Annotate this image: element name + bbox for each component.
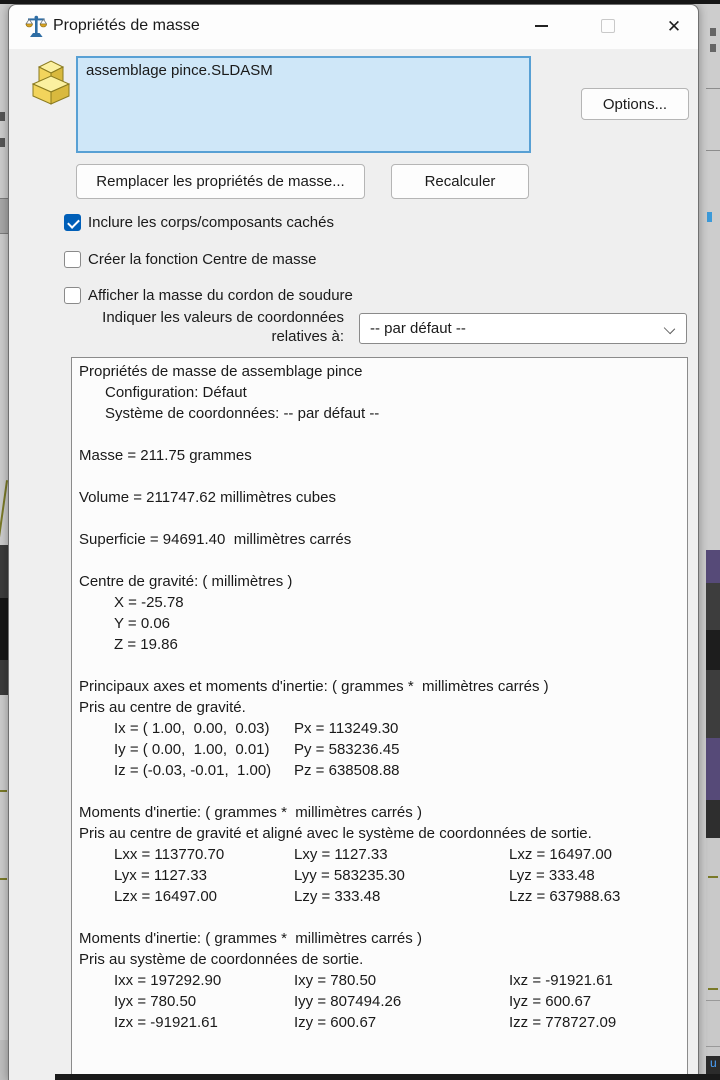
checkbox-label: Créer la fonction Centre de masse — [88, 250, 317, 268]
mass-properties-report[interactable] — [71, 357, 688, 1080]
background-viewport-purple — [706, 738, 720, 800]
background-left-text-fragment — [0, 138, 5, 147]
background-left-text-fragment — [0, 112, 5, 121]
report-line: Pris au centre de gravité. — [79, 699, 246, 716]
mass-properties-dialog — [8, 4, 699, 1080]
checkbox-label: Afficher la masse du cordon de soudure — [88, 286, 353, 304]
report-line — [79, 909, 687, 930]
background-sketch-tick — [0, 790, 7, 792]
background-sketch-tick — [0, 878, 7, 880]
checkbox-include-hidden[interactable] — [64, 212, 334, 232]
checkbox-icon[interactable] — [64, 214, 81, 231]
background-top-edge — [0, 0, 720, 4]
maximize-button[interactable] — [585, 5, 631, 47]
options-button[interactable]: Options... — [581, 88, 689, 120]
recalculate-button[interactable]: Recalculer — [391, 164, 529, 199]
report-line: Izx = -91921.61 Izy = 600.67 Izz = 778727.09 — [114, 1014, 617, 1031]
background-divider — [706, 1000, 720, 1001]
coord-system-label: Indiquer les valeurs de coordonnées relatives à: — [102, 309, 344, 345]
report-line: Iyx = 780.50 Iyy = 807494.26 Iyz = 600.67 — [114, 993, 592, 1010]
background-viewport-dark — [706, 800, 720, 838]
close-icon: ✕ — [666, 16, 682, 36]
background-bottom-edge — [55, 1074, 720, 1080]
report-line — [79, 426, 687, 447]
report-line: Système de coordonnées: -- par défaut -- — [105, 405, 380, 422]
report-line — [79, 657, 687, 678]
checkbox-icon[interactable] — [64, 287, 81, 304]
report-line: Propriétés de masse de assemblage pince — [79, 363, 363, 380]
checkbox-label: Inclure les corps/composants cachés — [88, 213, 334, 231]
titlebar[interactable] — [9, 5, 698, 50]
report-line: Y = 0.06 — [114, 615, 171, 632]
report-line: Lzx = 16497.00 Lzy = 333.48 Lzz = 637988.63 — [114, 888, 621, 905]
maximize-icon — [601, 19, 615, 33]
report-line: Masse = 211.75 grammes — [79, 447, 252, 464]
background-viewport-purple — [706, 550, 720, 583]
report-line — [79, 783, 687, 804]
report-line: Centre de gravité: ( millimètres ) — [79, 573, 293, 590]
report-line: Lxx = 113770.70 Lxy = 1127.33 Lxz = 16497.00 — [114, 846, 613, 863]
coord-system-value: -- par défaut -- — [370, 320, 466, 337]
report-line: Pris au système de coordonnées de sortie. — [79, 951, 364, 968]
selected-document[interactable]: assemblage pince.SLDASM — [86, 62, 273, 79]
background-viewport-dark — [706, 630, 720, 670]
report-line: Volume = 211747.62 millimètres cubes — [79, 489, 336, 506]
balance-scale-icon — [25, 15, 47, 39]
background-bottom-text: u — [706, 1056, 720, 1080]
checkbox-icon[interactable] — [64, 251, 81, 268]
background-right-text-fragment — [710, 44, 716, 52]
report-line: Principaux axes et moments d'inertie: ( grammes * millimètres carrés ) — [79, 678, 549, 695]
background-divider — [706, 88, 720, 89]
chevron-down-icon — [664, 323, 675, 334]
report-line: Ix = ( 1.00, 0.00, 0.03) Px = 113249.30 — [114, 720, 399, 737]
close-button[interactable] — [651, 5, 697, 47]
minimize-icon — [535, 25, 548, 27]
report-line: Moments d'inertie: ( grammes * millimètres carrés ) — [79, 930, 422, 947]
selection-list[interactable] — [76, 56, 531, 153]
background-sketch-tick — [708, 988, 718, 990]
report-line — [79, 552, 687, 573]
report-line: Lyx = 1127.33 Lyy = 583235.30 Lyz = 333.48 — [114, 867, 595, 884]
report-line: Superficie = 94691.40 millimètres carrés — [79, 531, 352, 548]
part-block-icon — [31, 59, 73, 109]
background-divider — [706, 1046, 720, 1047]
background-right-text-fragment — [710, 28, 716, 36]
background-blue-mark — [707, 212, 712, 222]
report-line: Iy = ( 0.00, 1.00, 0.01) Py = 583236.45 — [114, 741, 400, 758]
report-line: Iz = (-0.03, -0.01, 1.00) Pz = 638508.88 — [114, 762, 400, 779]
background-sketch-tick — [708, 876, 718, 878]
report-line: Pris au centre de gravité et aligné avec le système de coordonnées de sortie. — [79, 825, 592, 842]
report-line — [79, 468, 687, 489]
coord-system-dropdown[interactable] — [359, 313, 687, 344]
minimize-button[interactable] — [518, 5, 564, 47]
report-line: X = -25.78 — [114, 594, 184, 611]
report-line: Moments d'inertie: ( grammes * millimètres carrés ) — [79, 804, 422, 821]
background-right-panel — [706, 838, 720, 1056]
report-line: Z = 19.86 — [114, 636, 178, 653]
override-mass-properties-button[interactable]: Remplacer les propriétés de masse... — [76, 164, 365, 199]
report-line: Ixx = 197292.90 Ixy = 780.50 Ixz = -91921.61 — [114, 972, 613, 989]
report-line: Configuration: Défaut — [105, 384, 247, 401]
checkbox-show-weld-mass[interactable] — [64, 285, 353, 305]
report-line — [79, 510, 687, 531]
checkbox-create-center-of-mass[interactable] — [64, 249, 316, 269]
background-divider — [706, 150, 720, 151]
window-title: Propriétés de masse — [53, 17, 200, 34]
